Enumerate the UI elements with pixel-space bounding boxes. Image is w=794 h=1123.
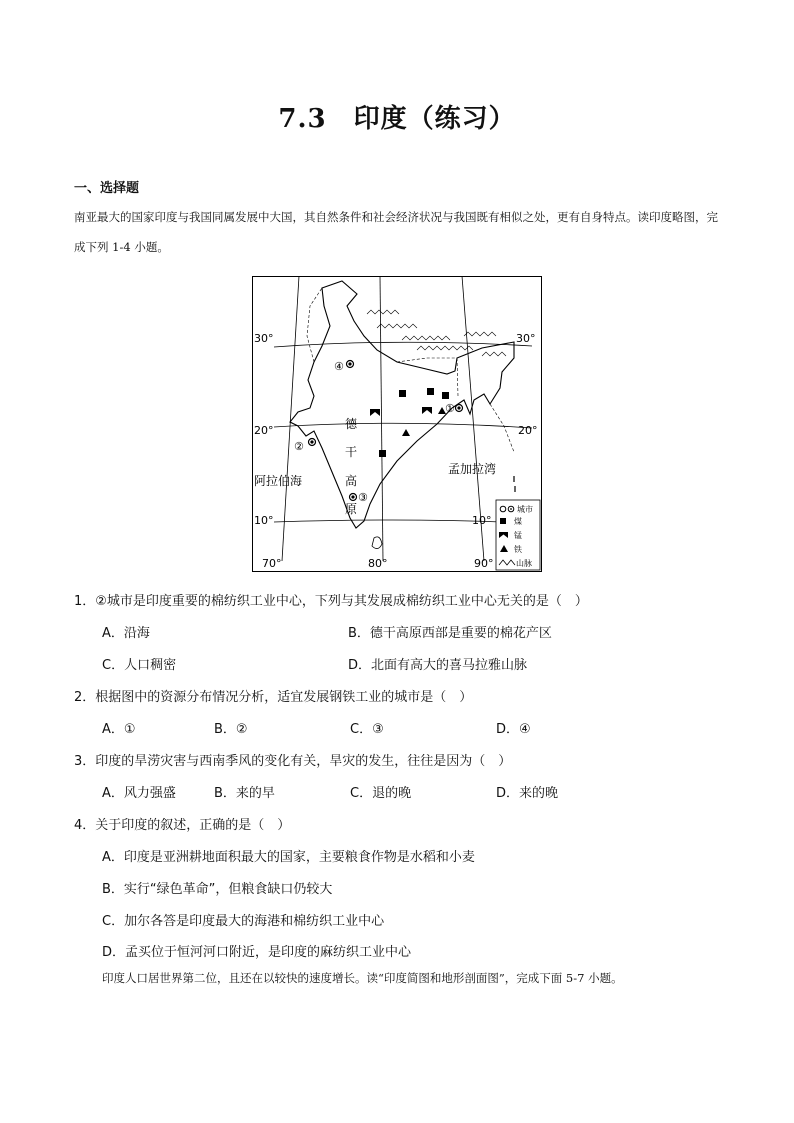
legend-city: 城市 [517,505,533,514]
question-1-option-c[interactable]: C．人口稠密 [102,658,177,673]
question-4-option-b[interactable]: B．实行“绿色革命”，但粮食缺口仍较大 [102,882,333,897]
legend-manganese: 锰 [514,531,522,540]
deccan-char-1: 德 [345,417,358,431]
question-4-stem: 4．关于印度的叙述，正确的是（ ） [74,818,291,833]
question-3-option-c[interactable]: C．退的晚 [350,786,412,801]
legend-mountain: 山脉 [516,559,532,568]
question-2-option-a[interactable]: A．① [102,722,136,737]
lat-20-label-right: 20° [518,424,538,437]
lat-20-label: 20° [254,424,274,437]
lon-70-label: 70° [262,557,282,570]
question-4-option-d[interactable]: D．孟买位于恒河河口附近，是印度的麻纺织工业中心 [102,945,412,960]
india-map [252,276,542,572]
question-3-option-d[interactable]: D．来的晚 [496,786,559,801]
lon-80-label: 80° [368,557,388,570]
city-2-label: ② [294,440,304,453]
question-3-option-b[interactable]: B．来的早 [214,786,275,801]
lat-30-label-right: 30° [516,332,536,345]
arabian-sea-label: 阿拉伯海 [254,474,303,488]
question-2-option-d[interactable]: D．④ [496,722,531,737]
intro-paragraph-1: 南亚最大的国家印度与我国同属发展中大国，其自然条件和社会经济状况与我国既有相似之处，更有自身特点。读印度略图，完成下列 1-4 小题。 [74,210,718,254]
deccan-char-2: 干 [345,445,358,459]
section-heading: 一、选择题 [74,181,140,196]
question-1-stem: 1．②城市是印度重要的棉纺织工业中心，下列与其发展成棉纺织工业中心无关的是（ ） [74,594,588,609]
bay-of-bengal-label: 孟加拉湾 [448,462,497,476]
lat-10-label: 10° [254,514,274,527]
question-1-option-a[interactable]: A．沿海 [102,626,150,641]
question-1-option-b[interactable]: B．德干高原西部是重要的棉花产区 [348,626,552,641]
question-2-option-b[interactable]: B．② [214,722,248,737]
deccan-char-3: 高 [345,474,358,488]
city-1-label: ① [445,402,455,415]
legend-iron: 铁 [514,545,522,554]
lat-30-label: 30° [254,332,274,345]
question-2-option-c[interactable]: C．③ [350,722,384,737]
legend-coal: 煤 [514,517,522,526]
page-title: 7.3 印度（练习） [278,104,516,134]
question-1-option-d[interactable]: D．北面有高大的喜马拉雅山脉 [348,658,528,673]
lat-10-label-right: 10° [472,514,492,527]
question-4-option-c[interactable]: C．加尔各答是印度最大的海港和棉纺织工业中心 [102,914,385,929]
question-3-stem: 3．印度的旱涝灾害与西南季风的变化有关，旱灾的发生，往往是因为（ ） [74,754,512,769]
question-4-option-a[interactable]: A．印度是亚洲耕地面积最大的国家，主要粮食作物是水稻和小麦 [102,850,475,865]
city-4-label: ④ [334,360,344,373]
city-3-label: ③ [358,491,368,504]
lon-90-label: 90° [474,557,494,570]
deccan-char-4: 原 [345,502,358,516]
map-legend [496,500,540,570]
question-3-option-a[interactable]: A．风力强盛 [102,786,176,801]
intro-paragraph-2: 印度人口居世界第二位，且还在以较快的速度增长。读“印度简图和地形剖面图”，完成下面 5-7 小题。 [102,971,623,985]
question-2-stem: 2．根据图中的资源分布情况分析，适宜发展钢铁工业的城市是（ ） [74,690,473,705]
